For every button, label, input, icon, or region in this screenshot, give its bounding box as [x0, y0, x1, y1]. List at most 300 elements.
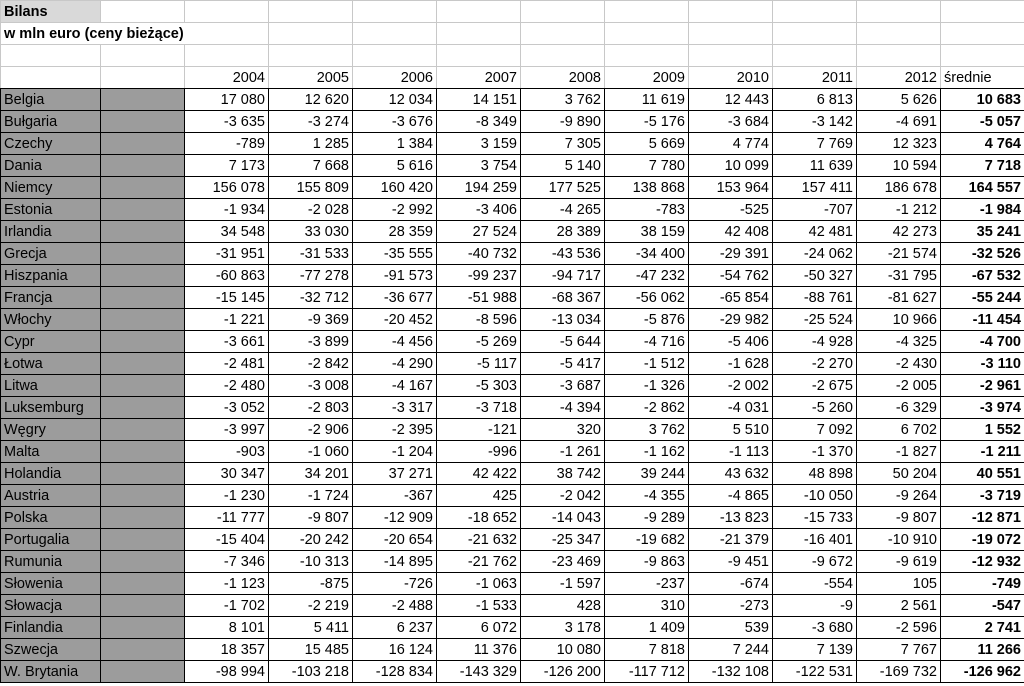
value-cell[interactable]: -5 406	[689, 331, 773, 353]
value-cell[interactable]: -2 906	[269, 419, 353, 441]
value-cell[interactable]: -3 635	[185, 111, 269, 133]
value-cell[interactable]: -2 803	[269, 397, 353, 419]
sheet-subtitle[interactable]: w mln euro (ceny bieżące)	[1, 23, 269, 45]
average-cell[interactable]: -12 932	[941, 551, 1024, 573]
value-cell[interactable]: 425	[437, 485, 521, 507]
value-cell[interactable]: 186 678	[857, 177, 941, 199]
average-cell[interactable]: 11 266	[941, 639, 1024, 661]
value-cell[interactable]: -9 807	[269, 507, 353, 529]
value-cell[interactable]: 4 774	[689, 133, 773, 155]
empty-cell[interactable]	[101, 485, 185, 507]
value-cell[interactable]: -3 142	[773, 111, 857, 133]
value-cell[interactable]: 48 898	[773, 463, 857, 485]
value-cell[interactable]: 33 030	[269, 221, 353, 243]
value-cell[interactable]: 7 092	[773, 419, 857, 441]
value-cell[interactable]: -4 865	[689, 485, 773, 507]
value-cell[interactable]: -43 536	[521, 243, 605, 265]
value-cell[interactable]: -726	[353, 573, 437, 595]
value-cell[interactable]: -14 043	[521, 507, 605, 529]
country-cell[interactable]: W. Brytania	[1, 661, 101, 683]
value-cell[interactable]: 7 139	[773, 639, 857, 661]
value-cell[interactable]: -5 176	[605, 111, 689, 133]
empty-cell[interactable]	[101, 177, 185, 199]
value-cell[interactable]: -13 034	[521, 309, 605, 331]
country-cell[interactable]: Luksemburg	[1, 397, 101, 419]
country-cell[interactable]: Irlandia	[1, 221, 101, 243]
value-cell[interactable]: 428	[521, 595, 605, 617]
value-cell[interactable]: 34 548	[185, 221, 269, 243]
year-header[interactable]: 2010	[689, 67, 773, 89]
value-cell[interactable]: -903	[185, 441, 269, 463]
value-cell[interactable]: -2 430	[857, 353, 941, 375]
value-cell[interactable]: 3 159	[437, 133, 521, 155]
average-cell[interactable]: -3 719	[941, 485, 1024, 507]
value-cell[interactable]: -2 675	[773, 375, 857, 397]
value-cell[interactable]: -24 062	[773, 243, 857, 265]
year-header[interactable]: 2012	[857, 67, 941, 89]
value-cell[interactable]: 539	[689, 617, 773, 639]
value-cell[interactable]: -169 732	[857, 661, 941, 683]
value-cell[interactable]: -36 677	[353, 287, 437, 309]
value-cell[interactable]: -4 394	[521, 397, 605, 419]
value-cell[interactable]: -10 910	[857, 529, 941, 551]
value-cell[interactable]: -31 951	[185, 243, 269, 265]
value-cell[interactable]: -2 270	[773, 353, 857, 375]
value-cell[interactable]: -1 123	[185, 573, 269, 595]
value-cell[interactable]: -29 982	[689, 309, 773, 331]
empty-cell[interactable]	[101, 661, 185, 683]
value-cell[interactable]: -51 988	[437, 287, 521, 309]
average-cell[interactable]: -12 871	[941, 507, 1024, 529]
value-cell[interactable]: -20 452	[353, 309, 437, 331]
value-cell[interactable]: 105	[857, 573, 941, 595]
empty-cell[interactable]	[101, 551, 185, 573]
empty-cell[interactable]	[101, 441, 185, 463]
value-cell[interactable]: -2 481	[185, 353, 269, 375]
country-cell[interactable]: Włochy	[1, 309, 101, 331]
country-cell[interactable]: Austria	[1, 485, 101, 507]
empty-cell[interactable]	[101, 199, 185, 221]
value-cell[interactable]: -35 555	[353, 243, 437, 265]
value-cell[interactable]: 10 594	[857, 155, 941, 177]
value-cell[interactable]: 39 244	[605, 463, 689, 485]
average-cell[interactable]: -5 057	[941, 111, 1024, 133]
average-cell[interactable]: -19 072	[941, 529, 1024, 551]
value-cell[interactable]: -3 997	[185, 419, 269, 441]
value-cell[interactable]: 10 080	[521, 639, 605, 661]
value-cell[interactable]: 5 140	[521, 155, 605, 177]
average-cell[interactable]: -67 532	[941, 265, 1024, 287]
value-cell[interactable]: 7 668	[269, 155, 353, 177]
value-cell[interactable]: 42 422	[437, 463, 521, 485]
value-cell[interactable]: -4 691	[857, 111, 941, 133]
value-cell[interactable]: 155 809	[269, 177, 353, 199]
value-cell[interactable]: -1 533	[437, 595, 521, 617]
empty-cell[interactable]	[101, 287, 185, 309]
value-cell[interactable]: -2 042	[521, 485, 605, 507]
country-cell[interactable]: Hiszpania	[1, 265, 101, 287]
average-cell[interactable]: -1 211	[941, 441, 1024, 463]
average-cell[interactable]: -2 961	[941, 375, 1024, 397]
value-cell[interactable]: 30 347	[185, 463, 269, 485]
value-cell[interactable]: -8 596	[437, 309, 521, 331]
value-cell[interactable]: -91 573	[353, 265, 437, 287]
value-cell[interactable]: -47 232	[605, 265, 689, 287]
value-cell[interactable]: -3 680	[773, 617, 857, 639]
value-cell[interactable]: 7 780	[605, 155, 689, 177]
value-cell[interactable]: -1 702	[185, 595, 269, 617]
value-cell[interactable]: 14 151	[437, 89, 521, 111]
country-cell[interactable]: Rumunia	[1, 551, 101, 573]
country-cell[interactable]: Malta	[1, 441, 101, 463]
value-cell[interactable]: -674	[689, 573, 773, 595]
value-cell[interactable]: -29 391	[689, 243, 773, 265]
average-cell[interactable]: 4 764	[941, 133, 1024, 155]
empty-cell[interactable]	[101, 639, 185, 661]
value-cell[interactable]: -16 401	[773, 529, 857, 551]
value-cell[interactable]: -2 028	[269, 199, 353, 221]
year-header[interactable]: 2005	[269, 67, 353, 89]
value-cell[interactable]: 8 101	[185, 617, 269, 639]
value-cell[interactable]: -15 145	[185, 287, 269, 309]
value-cell[interactable]: -4 031	[689, 397, 773, 419]
value-cell[interactable]: -1 512	[605, 353, 689, 375]
average-cell[interactable]: 1 552	[941, 419, 1024, 441]
year-header[interactable]: 2007	[437, 67, 521, 89]
value-cell[interactable]: -10 313	[269, 551, 353, 573]
value-cell[interactable]: -21 762	[437, 551, 521, 573]
value-cell[interactable]: -707	[773, 199, 857, 221]
value-cell[interactable]: -126 200	[521, 661, 605, 683]
value-cell[interactable]: -9 672	[773, 551, 857, 573]
value-cell[interactable]: 42 481	[773, 221, 857, 243]
year-header[interactable]: 2004	[185, 67, 269, 89]
value-cell[interactable]: -14 895	[353, 551, 437, 573]
value-cell[interactable]: 7 173	[185, 155, 269, 177]
value-cell[interactable]: 38 742	[521, 463, 605, 485]
value-cell[interactable]: -4 355	[605, 485, 689, 507]
country-cell[interactable]: Estonia	[1, 199, 101, 221]
value-cell[interactable]: -3 718	[437, 397, 521, 419]
empty-cell[interactable]	[101, 265, 185, 287]
value-cell[interactable]: 7 767	[857, 639, 941, 661]
value-cell[interactable]: -25 347	[521, 529, 605, 551]
empty-cell[interactable]	[101, 595, 185, 617]
value-cell[interactable]: -9 619	[857, 551, 941, 573]
value-cell[interactable]: 38 159	[605, 221, 689, 243]
value-cell[interactable]: -25 524	[773, 309, 857, 331]
country-cell[interactable]: Belgia	[1, 89, 101, 111]
value-cell[interactable]: 34 201	[269, 463, 353, 485]
value-cell[interactable]: -1 113	[689, 441, 773, 463]
value-cell[interactable]: 5 669	[605, 133, 689, 155]
country-cell[interactable]: Bułgaria	[1, 111, 101, 133]
value-cell[interactable]: 310	[605, 595, 689, 617]
empty-cell[interactable]	[101, 155, 185, 177]
value-cell[interactable]: -12 909	[353, 507, 437, 529]
average-cell[interactable]: -32 526	[941, 243, 1024, 265]
value-cell[interactable]: 12 323	[857, 133, 941, 155]
value-cell[interactable]: 5 616	[353, 155, 437, 177]
value-cell[interactable]: 3 178	[521, 617, 605, 639]
value-cell[interactable]: -4 167	[353, 375, 437, 397]
empty-cell[interactable]	[101, 507, 185, 529]
value-cell[interactable]: -77 278	[269, 265, 353, 287]
country-cell[interactable]: Grecja	[1, 243, 101, 265]
average-cell[interactable]: -126 962	[941, 661, 1024, 683]
value-cell[interactable]: -237	[605, 573, 689, 595]
value-cell[interactable]: -23 469	[521, 551, 605, 573]
empty-cell[interactable]	[101, 397, 185, 419]
value-cell[interactable]: -122 531	[773, 661, 857, 683]
value-cell[interactable]: -875	[269, 573, 353, 595]
value-cell[interactable]: 6 702	[857, 419, 941, 441]
value-cell[interactable]: 1 409	[605, 617, 689, 639]
value-cell[interactable]: -9 289	[605, 507, 689, 529]
value-cell[interactable]: 2 561	[857, 595, 941, 617]
value-cell[interactable]: -3 052	[185, 397, 269, 419]
value-cell[interactable]: -19 682	[605, 529, 689, 551]
value-cell[interactable]: -4 265	[521, 199, 605, 221]
average-cell[interactable]: 35 241	[941, 221, 1024, 243]
empty-cell[interactable]	[101, 243, 185, 265]
value-cell[interactable]: -32 712	[269, 287, 353, 309]
value-cell[interactable]: 5 510	[689, 419, 773, 441]
value-cell[interactable]: -3 317	[353, 397, 437, 419]
value-cell[interactable]: 6 072	[437, 617, 521, 639]
value-cell[interactable]: -3 676	[353, 111, 437, 133]
value-cell[interactable]: 18 357	[185, 639, 269, 661]
value-cell[interactable]: -132 108	[689, 661, 773, 683]
average-cell[interactable]: -547	[941, 595, 1024, 617]
value-cell[interactable]: -2 992	[353, 199, 437, 221]
year-header[interactable]: 2009	[605, 67, 689, 89]
empty-cell[interactable]	[101, 331, 185, 353]
country-cell[interactable]: Francja	[1, 287, 101, 309]
value-cell[interactable]: -94 717	[521, 265, 605, 287]
value-cell[interactable]: 5 626	[857, 89, 941, 111]
value-cell[interactable]: -525	[689, 199, 773, 221]
value-cell[interactable]: -9 451	[689, 551, 773, 573]
empty-cell[interactable]	[101, 133, 185, 155]
value-cell[interactable]: -1 230	[185, 485, 269, 507]
value-cell[interactable]: -18 652	[437, 507, 521, 529]
value-cell[interactable]: -783	[605, 199, 689, 221]
year-header[interactable]: 2008	[521, 67, 605, 89]
value-cell[interactable]: -5 644	[521, 331, 605, 353]
value-cell[interactable]: 157 411	[773, 177, 857, 199]
value-cell[interactable]: 3 762	[521, 89, 605, 111]
value-cell[interactable]: -2 219	[269, 595, 353, 617]
value-cell[interactable]: 50 204	[857, 463, 941, 485]
value-cell[interactable]: -121	[437, 419, 521, 441]
value-cell[interactable]: 12 443	[689, 89, 773, 111]
value-cell[interactable]: 12 620	[269, 89, 353, 111]
average-cell[interactable]: -1 984	[941, 199, 1024, 221]
country-cell[interactable]: Niemcy	[1, 177, 101, 199]
empty-cell[interactable]	[101, 111, 185, 133]
value-cell[interactable]: -367	[353, 485, 437, 507]
average-cell[interactable]: 10 683	[941, 89, 1024, 111]
average-cell[interactable]: -55 244	[941, 287, 1024, 309]
value-cell[interactable]: 10 966	[857, 309, 941, 331]
value-cell[interactable]: -1 597	[521, 573, 605, 595]
value-cell[interactable]: -117 712	[605, 661, 689, 683]
country-cell[interactable]: Czechy	[1, 133, 101, 155]
value-cell[interactable]: 7 818	[605, 639, 689, 661]
year-header[interactable]: 2006	[353, 67, 437, 89]
value-cell[interactable]: -5 303	[437, 375, 521, 397]
value-cell[interactable]: -6 329	[857, 397, 941, 419]
value-cell[interactable]: -20 654	[353, 529, 437, 551]
value-cell[interactable]: 7 769	[773, 133, 857, 155]
value-cell[interactable]: -5 417	[521, 353, 605, 375]
value-cell[interactable]: 7 305	[521, 133, 605, 155]
empty-cell[interactable]	[101, 309, 185, 331]
empty-cell[interactable]	[101, 529, 185, 551]
value-cell[interactable]: 43 632	[689, 463, 773, 485]
country-cell[interactable]: Cypr	[1, 331, 101, 353]
value-cell[interactable]: -2 395	[353, 419, 437, 441]
value-cell[interactable]: -3 687	[521, 375, 605, 397]
value-cell[interactable]: -21 574	[857, 243, 941, 265]
value-cell[interactable]: -34 400	[605, 243, 689, 265]
value-cell[interactable]: -9 264	[857, 485, 941, 507]
value-cell[interactable]: -2 005	[857, 375, 941, 397]
value-cell[interactable]: -273	[689, 595, 773, 617]
value-cell[interactable]: 11 639	[773, 155, 857, 177]
value-cell[interactable]: -68 367	[521, 287, 605, 309]
average-cell[interactable]: -3 974	[941, 397, 1024, 419]
country-cell[interactable]: Litwa	[1, 375, 101, 397]
value-cell[interactable]: -8 349	[437, 111, 521, 133]
value-cell[interactable]: 1 384	[353, 133, 437, 155]
value-cell[interactable]: 160 420	[353, 177, 437, 199]
empty-cell[interactable]	[101, 221, 185, 243]
value-cell[interactable]: -99 237	[437, 265, 521, 287]
value-cell[interactable]: 138 868	[605, 177, 689, 199]
value-cell[interactable]: -1 827	[857, 441, 941, 463]
empty-cell[interactable]	[101, 617, 185, 639]
value-cell[interactable]: -1 204	[353, 441, 437, 463]
country-cell[interactable]: Dania	[1, 155, 101, 177]
value-cell[interactable]: -1 221	[185, 309, 269, 331]
value-cell[interactable]: -54 762	[689, 265, 773, 287]
value-cell[interactable]: -4 325	[857, 331, 941, 353]
value-cell[interactable]: -5 876	[605, 309, 689, 331]
value-cell[interactable]: -20 242	[269, 529, 353, 551]
value-cell[interactable]: -60 863	[185, 265, 269, 287]
value-cell[interactable]: 28 359	[353, 221, 437, 243]
country-cell[interactable]: Portugalia	[1, 529, 101, 551]
value-cell[interactable]: -40 732	[437, 243, 521, 265]
country-cell[interactable]: Węgry	[1, 419, 101, 441]
value-cell[interactable]: -143 329	[437, 661, 521, 683]
value-cell[interactable]: -7 346	[185, 551, 269, 573]
value-cell[interactable]: -4 456	[353, 331, 437, 353]
empty-cell[interactable]	[101, 573, 185, 595]
value-cell[interactable]: 153 964	[689, 177, 773, 199]
value-cell[interactable]: -81 627	[857, 287, 941, 309]
value-cell[interactable]: 156 078	[185, 177, 269, 199]
country-cell[interactable]: Szwecja	[1, 639, 101, 661]
country-cell[interactable]: Holandia	[1, 463, 101, 485]
value-cell[interactable]: 7 244	[689, 639, 773, 661]
value-cell[interactable]: -789	[185, 133, 269, 155]
value-cell[interactable]: -3 661	[185, 331, 269, 353]
value-cell[interactable]: -3 899	[269, 331, 353, 353]
value-cell[interactable]: 15 485	[269, 639, 353, 661]
empty-cell[interactable]	[101, 89, 185, 111]
country-cell[interactable]: Polska	[1, 507, 101, 529]
value-cell[interactable]: -88 761	[773, 287, 857, 309]
average-cell[interactable]: -4 700	[941, 331, 1024, 353]
value-cell[interactable]: -3 008	[269, 375, 353, 397]
value-cell[interactable]: -128 834	[353, 661, 437, 683]
value-cell[interactable]: -9	[773, 595, 857, 617]
value-cell[interactable]: 12 034	[353, 89, 437, 111]
value-cell[interactable]: -1 063	[437, 573, 521, 595]
value-cell[interactable]: -21 379	[689, 529, 773, 551]
value-cell[interactable]: -31 795	[857, 265, 941, 287]
value-cell[interactable]: -13 823	[689, 507, 773, 529]
country-cell[interactable]: Słowenia	[1, 573, 101, 595]
value-cell[interactable]: 3 762	[605, 419, 689, 441]
value-cell[interactable]: 11 376	[437, 639, 521, 661]
value-cell[interactable]: 28 389	[521, 221, 605, 243]
value-cell[interactable]: -15 733	[773, 507, 857, 529]
value-cell[interactable]: 194 259	[437, 177, 521, 199]
average-header[interactable]: średnie	[941, 67, 1024, 89]
empty-cell[interactable]	[101, 463, 185, 485]
value-cell[interactable]: -2 002	[689, 375, 773, 397]
average-cell[interactable]: 2 741	[941, 617, 1024, 639]
value-cell[interactable]: -2 480	[185, 375, 269, 397]
value-cell[interactable]: -1 724	[269, 485, 353, 507]
value-cell[interactable]: 42 273	[857, 221, 941, 243]
value-cell[interactable]: 1 285	[269, 133, 353, 155]
value-cell[interactable]: -56 062	[605, 287, 689, 309]
value-cell[interactable]: -2 488	[353, 595, 437, 617]
value-cell[interactable]: 16 124	[353, 639, 437, 661]
value-cell[interactable]: -1 261	[521, 441, 605, 463]
value-cell[interactable]: -11 777	[185, 507, 269, 529]
value-cell[interactable]: -31 533	[269, 243, 353, 265]
value-cell[interactable]: -4 290	[353, 353, 437, 375]
value-cell[interactable]: -1 212	[857, 199, 941, 221]
value-cell[interactable]: -9 890	[521, 111, 605, 133]
average-cell[interactable]: 164 557	[941, 177, 1024, 199]
value-cell[interactable]: -103 218	[269, 661, 353, 683]
year-header[interactable]: 2011	[773, 67, 857, 89]
value-cell[interactable]: 6 813	[773, 89, 857, 111]
value-cell[interactable]: 17 080	[185, 89, 269, 111]
value-cell[interactable]: -1 934	[185, 199, 269, 221]
value-cell[interactable]: -5 117	[437, 353, 521, 375]
value-cell[interactable]: -10 050	[773, 485, 857, 507]
value-cell[interactable]: 42 408	[689, 221, 773, 243]
value-cell[interactable]: -9 807	[857, 507, 941, 529]
average-cell[interactable]: -3 110	[941, 353, 1024, 375]
value-cell[interactable]: -5 260	[773, 397, 857, 419]
value-cell[interactable]: 320	[521, 419, 605, 441]
value-cell[interactable]: -2 596	[857, 617, 941, 639]
value-cell[interactable]: -9 369	[269, 309, 353, 331]
country-cell[interactable]: Słowacja	[1, 595, 101, 617]
value-cell[interactable]: 37 271	[353, 463, 437, 485]
average-cell[interactable]: 7 718	[941, 155, 1024, 177]
value-cell[interactable]: -2 842	[269, 353, 353, 375]
